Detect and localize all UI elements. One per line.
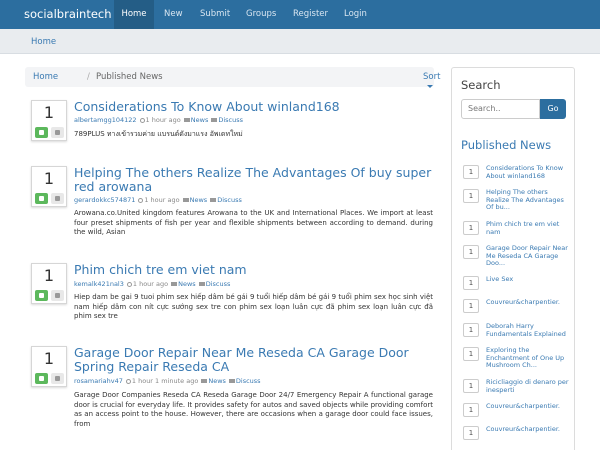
article-body: 789PLUS ทางเข้ารวมค่าย แบรนด์ดังมาแรง อัพเดทใหม่	[74, 130, 243, 138]
sidebar	[451, 67, 575, 450]
article-body: Hiep dam be gai 9 tuoi phim sex hiếp dâm bé gái 9 tuổi hiếp dâm bé gái 9 tuổi phim sex học sinh việt nam hiếp dâm con nít cực sướng sex tre con phim sex loạn luân cực đã phim sex loạn luân cực đã phim sex tre	[74, 293, 433, 320]
vote-box	[31, 100, 67, 141]
vote-box	[31, 166, 67, 207]
list-item-link[interactable]: Phim chich tre em viet nam	[486, 220, 560, 236]
count-badge: 1	[463, 379, 479, 393]
discuss-link[interactable]: Discuss	[217, 196, 242, 204]
vote-count: 1	[43, 169, 55, 188]
nav-groups[interactable]: Groups	[246, 9, 277, 19]
folder-icon	[184, 118, 190, 122]
article-title[interactable]: Phim chich tre em viet nam	[74, 262, 247, 277]
nav-submit[interactable]: Submit	[200, 9, 231, 19]
news-article	[31, 100, 433, 145]
count-badge: 1	[463, 245, 479, 259]
thumbs-down-icon[interactable]	[51, 290, 64, 301]
article-body: Garage Door Companies Reseda CA Reseda Garage Door 24/7 Emergency Repair A functional garage door is crucial for everyday life. It provides safety for autos and saved objects while providing comfort as an access point to the house. However, there are occasions when a garage door could face issues, from	[74, 391, 433, 428]
list-item-link[interactable]: Couvreur&charpentier.	[486, 298, 560, 306]
article-title[interactable]: Helping The others Realize The Advantages Of buy super red arowana	[74, 165, 432, 194]
article-time: 1 hour ago	[144, 196, 180, 204]
discuss-link[interactable]: Discuss	[205, 280, 231, 288]
clock-icon	[127, 282, 132, 287]
thumbs-up-icon[interactable]	[35, 193, 48, 204]
comment-icon	[210, 198, 216, 202]
clock-icon	[138, 198, 143, 203]
list-item-link[interactable]: Garage Door Repair Near Me Reseda CA Garage Doo...	[486, 244, 568, 267]
discuss-link[interactable]: Discuss	[218, 116, 244, 124]
clock-icon	[140, 118, 145, 123]
comment-icon	[199, 282, 205, 286]
vote-count: 1	[43, 103, 55, 122]
article-author[interactable]: gerardokkc574871	[74, 196, 136, 204]
sort-dropdown[interactable]	[423, 72, 440, 92]
folder-icon	[183, 198, 189, 202]
thumbs-down-icon[interactable]	[51, 127, 64, 138]
article-category[interactable]: News	[189, 196, 208, 204]
vote-box	[31, 263, 67, 304]
article-meta	[74, 116, 243, 124]
breadcrumb-home[interactable]: Home	[31, 37, 57, 47]
count-badge: 1	[463, 299, 479, 313]
article-author[interactable]: rosamariahv47	[74, 377, 123, 385]
clock-icon	[126, 379, 131, 384]
news-article	[31, 346, 433, 446]
comment-icon	[229, 379, 235, 383]
list-item-link[interactable]: Live Sex	[486, 275, 514, 283]
count-badge: 1	[463, 323, 479, 337]
count-badge: 1	[463, 165, 479, 179]
news-article	[31, 263, 433, 333]
article-title[interactable]: Considerations To Know About winland168	[74, 99, 340, 114]
count-badge: 1	[463, 426, 479, 440]
folder-icon	[171, 282, 177, 286]
news-article	[31, 166, 433, 246]
search-title: Search	[461, 78, 501, 92]
discuss-link[interactable]: Discuss	[235, 377, 261, 385]
count-badge: 1	[463, 403, 479, 417]
list-item-link[interactable]: Helping The others Realize The Advantages Of bu...	[486, 188, 564, 211]
count-badge: 1	[463, 347, 479, 361]
count-badge: 1	[463, 276, 479, 290]
vote-box	[31, 346, 67, 387]
sort-label: Sort	[423, 72, 441, 82]
vote-count: 1	[43, 349, 55, 368]
comment-icon	[211, 118, 217, 122]
list-item-link[interactable]: Exploring the Enchantment of One Up Mushroom Ch...	[486, 346, 565, 369]
breadcrumb	[25, 67, 441, 87]
site-brand[interactable]: socialbraintech	[24, 7, 112, 21]
article-time: 1 hour ago	[132, 280, 169, 288]
published-news-title: Published News	[461, 138, 552, 152]
thumbs-down-icon[interactable]	[51, 193, 64, 204]
article-author[interactable]: albertamgg104122	[74, 116, 137, 124]
breadcrumb-bar	[0, 29, 600, 54]
thumbs-down-icon[interactable]	[51, 373, 64, 384]
article-time: 1 hour 1 minute ago	[131, 377, 199, 385]
count-badge: 1	[463, 221, 479, 235]
breadcrumb-separator: /	[87, 72, 90, 82]
article-title[interactable]: Garage Door Repair Near Me Reseda CA Garage Door Spring Repair Reseda CA	[74, 345, 409, 374]
article-category[interactable]: News	[190, 116, 209, 124]
list-item-link[interactable]: Couvreur&charpentier.	[486, 402, 560, 410]
article-body: Arowana.co.United kingdom features Arowana to the UK and International Places. We import at least four preset shipments of fish per year and flexible shipments between according to demand. during the wild, Asian	[74, 209, 433, 236]
list-item-link[interactable]: Ricicliaggio di denaro per inesperti	[486, 378, 569, 394]
article-meta	[74, 377, 261, 385]
nav-register[interactable]: Register	[293, 9, 328, 19]
list-item-link[interactable]: Deborah Harry Fundamentals Explained	[486, 322, 566, 338]
search-input[interactable]: Search..	[461, 99, 540, 119]
list-item-link[interactable]: Considerations To Know About winland168	[486, 164, 564, 180]
thumbs-up-icon[interactable]	[35, 127, 48, 138]
thumbs-up-icon[interactable]	[35, 373, 48, 384]
list-item-link[interactable]: Couvreur&charpentier.	[486, 425, 560, 433]
thumbs-up-icon[interactable]	[35, 290, 48, 301]
article-time: 1 hour ago	[145, 116, 181, 124]
nav-home[interactable]: Home	[114, 0, 154, 29]
vote-count: 1	[43, 266, 55, 285]
subcrumb-home[interactable]: Home	[33, 72, 59, 82]
nav-new[interactable]: New	[164, 9, 183, 19]
article-category[interactable]: News	[178, 280, 196, 288]
folder-icon	[201, 379, 207, 383]
article-author[interactable]: kemalk421nal3	[74, 280, 124, 288]
count-badge: 1	[463, 189, 479, 203]
nav-login[interactable]: Login	[344, 9, 367, 19]
article-meta	[74, 280, 230, 288]
top-navbar	[0, 0, 600, 29]
subcrumb-current: Published News	[96, 72, 163, 82]
article-category[interactable]: News	[208, 377, 226, 385]
search-go-button[interactable]: Go	[540, 99, 566, 119]
article-meta	[74, 196, 242, 204]
caret-down-icon	[427, 85, 433, 88]
